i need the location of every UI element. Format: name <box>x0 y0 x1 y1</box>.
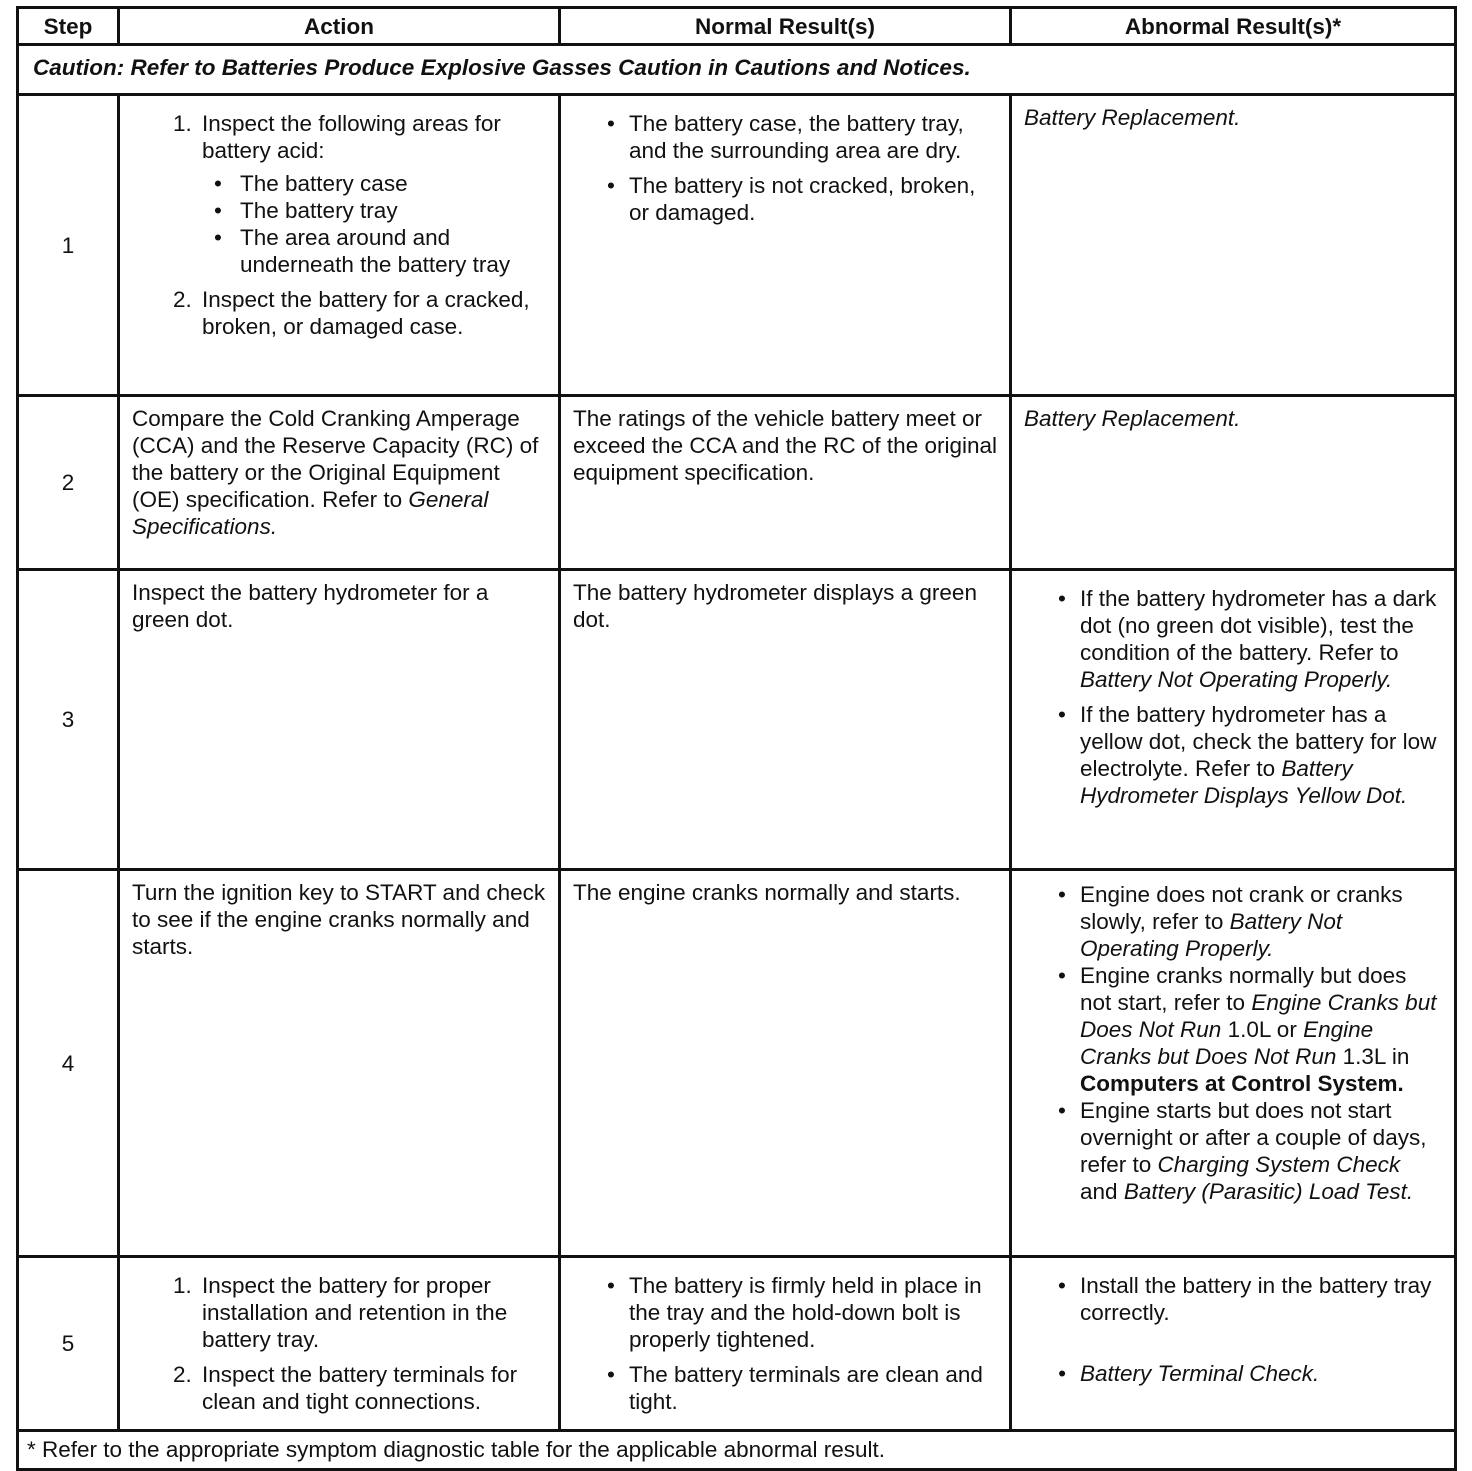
header-action: Action <box>119 8 560 45</box>
normal-cell: The ratings of the vehicle battery meet or exceed the CCA and the RC of the original equipment specification. <box>560 396 1011 570</box>
header-step: Step <box>18 8 119 45</box>
action-cell <box>119 1257 560 1431</box>
list-item: • The battery case <box>236 170 546 197</box>
abnormal-cell: Battery Replacement. <box>1011 95 1456 396</box>
diagnostic-table <box>16 6 1457 1471</box>
table-row <box>18 396 1456 570</box>
list-item: • Engine does not crank or cranks slowly, refer to Battery Not Operating Properly. <box>1080 881 1442 962</box>
normal-cell: The engine cranks normally and starts. <box>560 870 1011 1257</box>
reference-link[interactable]: • Battery Terminal Check. <box>1080 1360 1442 1387</box>
reference-link[interactable]: Charging System Check <box>1157 1152 1401 1177</box>
step-number: 1 <box>18 95 119 396</box>
normal-cell: The battery hydrometer displays a green dot. <box>560 570 1011 870</box>
caution-text: Caution: Refer to Batteries Produce Explosive Gasses Caution in Cautions and Notices. <box>18 45 1456 95</box>
abnormal-cell: Battery Replacement. <box>1011 396 1456 570</box>
reference-link[interactable]: General Specifications. <box>132 487 489 539</box>
abnormal-cell <box>1011 570 1456 870</box>
list-item: 2. Inspect the battery for a cracked, broken, or damaged case. <box>198 286 546 340</box>
step-number: 5 <box>18 1257 119 1431</box>
abnormal-cell <box>1011 870 1456 1257</box>
caution-row <box>18 45 1456 95</box>
list-item: • The battery is not cracked, broken, or damaged. <box>629 172 997 226</box>
sub-list <box>202 170 546 278</box>
header-abnormal: Abnormal Result(s)* <box>1011 8 1456 45</box>
list-item: • Install the battery in the battery tray correctly. <box>1080 1272 1442 1326</box>
footer-row <box>18 1431 1456 1470</box>
list-item: • Engine starts but does not start overnight or after a couple of days, refer to Charging System Check and Battery (Parasitic) Load Test. <box>1080 1097 1442 1205</box>
list-item: 1. Inspect the following areas for battery acid: • The battery case • The battery tray • The area around and underneath the battery tray <box>198 110 546 278</box>
list-item: • The battery tray <box>236 197 546 224</box>
step-number: 2 <box>18 396 119 570</box>
normal-cell <box>560 95 1011 396</box>
action-cell: Compare the Cold Cranking Amperage (CCA) and the Reserve Capacity (RC) of the battery or the Original Equipment (OE) specification. Refer to General Specifications. <box>119 396 560 570</box>
list-item: • Engine cranks normally but does not start, refer to Engine Cranks but Does Not Run 1.0L or Engine Cranks but Does Not Run 1.3L in Computers at Control System. <box>1080 962 1442 1097</box>
action-cell: Inspect the battery hydrometer for a green dot. <box>119 570 560 870</box>
header-normal: Normal Result(s) <box>560 8 1011 45</box>
table-row <box>18 870 1456 1257</box>
reference-link[interactable]: Battery Not Operating Properly. <box>1080 909 1343 961</box>
list-item: • If the battery hydrometer has a dark dot (no green dot visible), test the condition of the battery. Refer to Battery Not Operating Properly. <box>1080 585 1442 693</box>
reference-link[interactable]: Battery Not Operating Properly. <box>1080 667 1393 692</box>
step-number: 4 <box>18 870 119 1257</box>
table-row <box>18 95 1456 396</box>
reference-link[interactable]: Computers at Control System. <box>1080 1071 1404 1096</box>
footnote: * Refer to the appropriate symptom diagnostic table for the applicable abnormal result. <box>18 1431 1456 1470</box>
table-row <box>18 570 1456 870</box>
list-item: • If the battery hydrometer has a yellow dot, check the battery for low electrolyte. Refer to Battery Hydrometer Displays Yellow Dot. <box>1080 701 1442 809</box>
step-number: 3 <box>18 570 119 870</box>
header-row <box>18 8 1456 45</box>
action-cell: Turn the ignition key to START and check to see if the engine cranks normally and starts. <box>119 870 560 1257</box>
list-item: • The battery is firmly held in place in the tray and the hold-down bolt is properly tightened. <box>629 1272 997 1353</box>
reference-link[interactable]: Engine Cranks but Does Not Run <box>1080 990 1437 1042</box>
normal-cell <box>560 1257 1011 1431</box>
list-item: • The battery case, the battery tray, and the surrounding area are dry. <box>629 110 997 164</box>
abnormal-cell <box>1011 1257 1456 1431</box>
list-item: • The area around and underneath the battery tray <box>236 224 546 278</box>
list-item: 1. Inspect the battery for proper installation and retention in the battery tray. <box>198 1272 546 1353</box>
list-item: • The battery terminals are clean and tight. <box>629 1361 997 1415</box>
reference-link[interactable]: Battery Hydrometer Displays Yellow Dot. <box>1080 756 1408 808</box>
table-row <box>18 1257 1456 1431</box>
action-cell <box>119 95 560 396</box>
reference-link[interactable]: Engine Cranks but Does Not Run <box>1080 1017 1374 1069</box>
reference-link[interactable]: Battery (Parasitic) Load Test. <box>1123 1179 1414 1204</box>
list-item: 2. Inspect the battery terminals for clean and tight connections. <box>198 1361 546 1415</box>
